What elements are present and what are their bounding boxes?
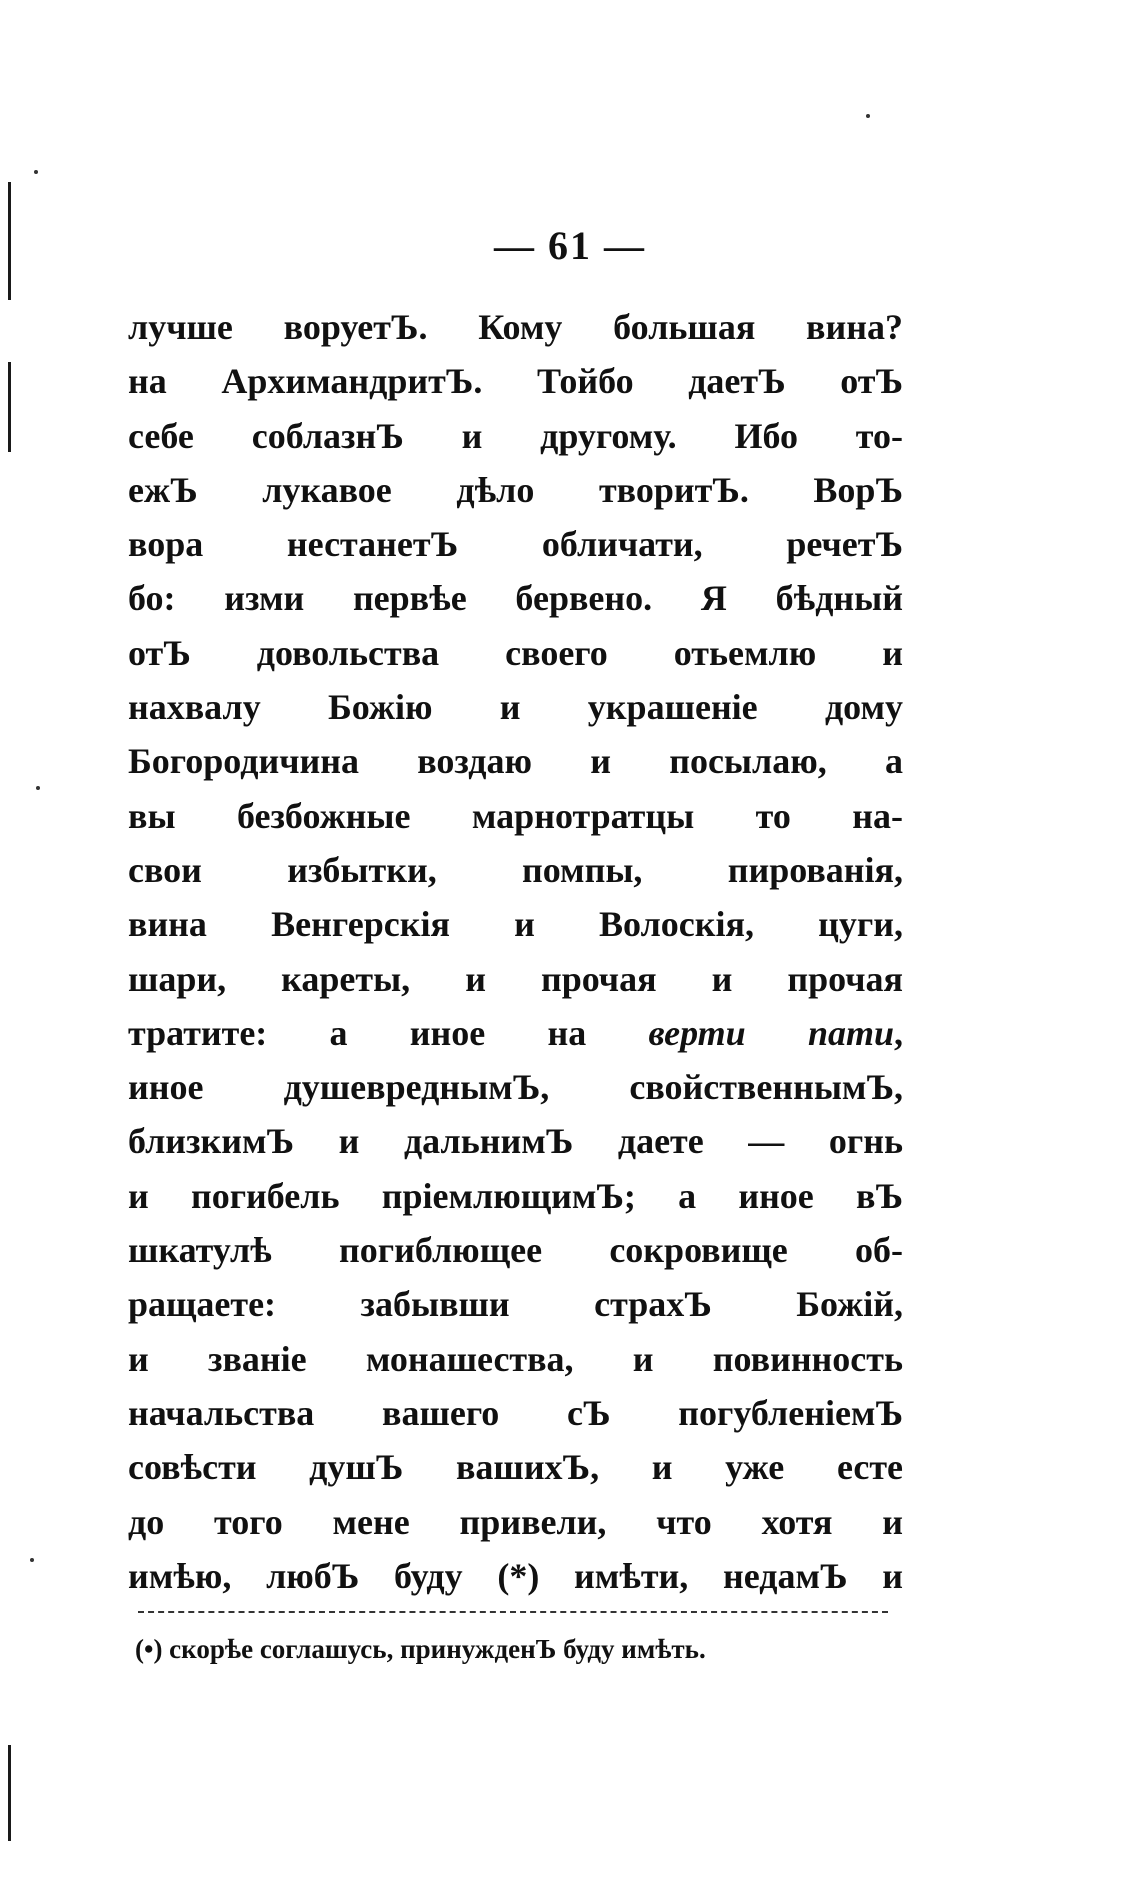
scan-speck: [30, 1558, 34, 1562]
text-line: лучше воруетЪ. Кому большая вина?: [128, 307, 903, 347]
text-line: шари, кареты, и прочая и прочая: [128, 958, 903, 999]
text-line: на АрхимандритЪ. Тойбо даетЪ отЪ: [128, 361, 903, 402]
text-line: иное душевреднымЪ, свойственнымЪ,: [128, 1067, 903, 1108]
text-line-mixed: [128, 1006, 903, 1060]
text-line: вора нестанетЪ обличати, речетЪ: [128, 524, 903, 565]
text-line: ежЪ лукавое дѣло творитЪ. ВорЪ: [128, 469, 903, 510]
text-line: и погибель пріемлющимЪ; а иное вЪ: [128, 1175, 903, 1216]
text-line-start: тратите: а иное на: [128, 1012, 587, 1053]
scan-speck: [36, 786, 40, 790]
text-line: шкатулѣ погиблющее сокровище об-: [128, 1230, 903, 1271]
page-number: — 61 —: [494, 223, 646, 268]
text-line: близкимЪ и дальнимЪ даете — огнь: [128, 1121, 903, 1162]
text-line: и званіе монашества, и повинность: [128, 1338, 903, 1379]
text-line: отЪ довольства своего отьемлю и: [128, 632, 903, 673]
footnote-rule: [138, 1611, 888, 1613]
text-line: до того мене привели, что хотя и: [128, 1501, 903, 1542]
scan-speck: [34, 170, 38, 174]
text-line: вина Венгерскія и Волоскія, цуги,: [128, 904, 903, 945]
footnote: (•) скорѣе соглашусь, принужденЪ буду имѣть.: [135, 1634, 706, 1664]
text-line: начальства вашего сЪ погубленіемЪ: [128, 1392, 903, 1433]
scan-edge-mark: [8, 182, 11, 300]
text-line-end: ,: [894, 1012, 903, 1053]
text-line: Богородичина воздаю и посылаю, а: [128, 741, 903, 782]
text-line: ращаете: забывши страхЪ Божій,: [128, 1284, 903, 1325]
text-line: нахвалу Божію и украшеніе дому: [128, 687, 903, 728]
text-line: свои избытки, помпы, пированія,: [128, 849, 903, 890]
text-line: имѣю, любЪ буду (*) имѣти, недамЪ и: [128, 1555, 903, 1596]
scan-edge-mark: [8, 1745, 11, 1841]
scan-edge-mark: [8, 362, 11, 452]
body-text: [128, 300, 903, 1603]
text-line: вы безбожные марнотратцы то на-: [128, 795, 903, 836]
italic-phrase: верти пати: [648, 1012, 895, 1053]
text-line: бо: изми первѣе бервено. Я бѣдный: [128, 578, 903, 619]
text-line: себе соблазнЪ и другому. Ибо то-: [128, 415, 903, 456]
scan-speck: [866, 114, 870, 118]
text-line: совѣсти душЪ вашихЪ, и уже есте: [128, 1447, 903, 1488]
